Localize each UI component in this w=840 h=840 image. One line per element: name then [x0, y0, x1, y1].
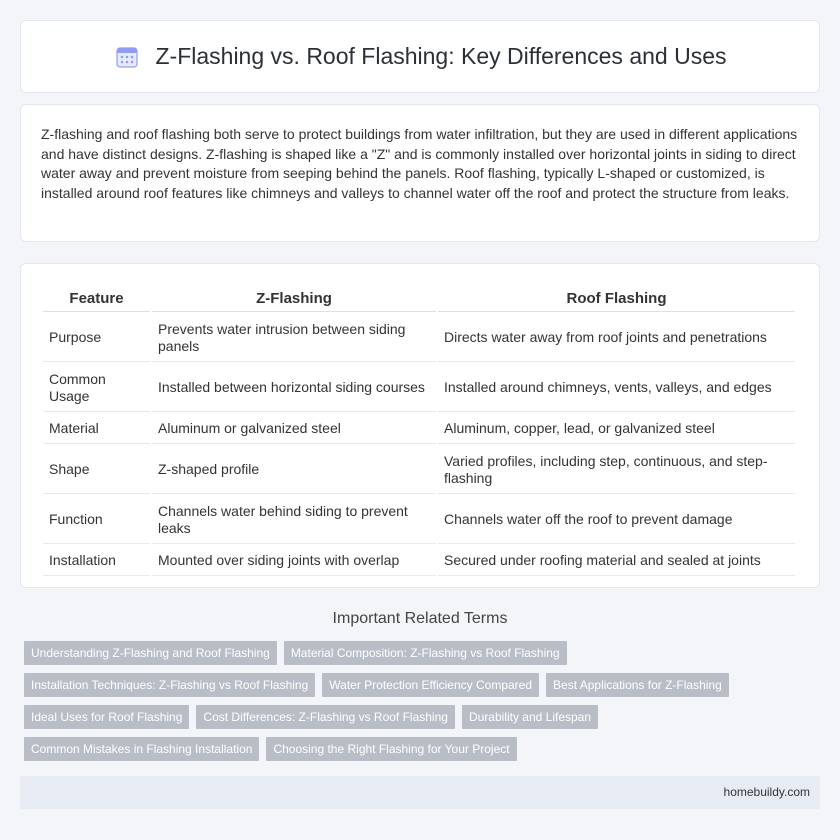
- table-row: [43, 414, 795, 444]
- row-z-flashing: Mounted over siding joints with overlap: [152, 546, 436, 576]
- row-z-flashing: Prevents water intrusion between siding panels: [152, 314, 436, 362]
- row-feature: Function: [43, 496, 150, 544]
- term-tag[interactable]: Material Composition: Z-Flashing vs Roof Flashing: [284, 641, 567, 665]
- row-roof-flashing: Channels water off the roof to prevent damage: [438, 496, 795, 544]
- term-tag[interactable]: Durability and Lifespan: [462, 705, 598, 729]
- term-tag[interactable]: Installation Techniques: Z-Flashing vs Roof Flashing: [24, 673, 315, 697]
- table-row: [43, 546, 795, 576]
- row-roof-flashing: Aluminum, copper, lead, or galvanized steel: [438, 414, 795, 444]
- row-feature: Shape: [43, 446, 150, 494]
- intro-card: [20, 104, 820, 242]
- term-row: [24, 705, 824, 729]
- row-z-flashing: Aluminum or galvanized steel: [152, 414, 436, 444]
- row-roof-flashing: Installed around chimneys, vents, valleys, and edges: [438, 364, 795, 412]
- row-feature: Purpose: [43, 314, 150, 362]
- term-tag[interactable]: Best Applications for Z-Flashing: [546, 673, 729, 697]
- header-feature: Feature: [43, 286, 150, 312]
- footer-site[interactable]: homebuildy.com: [723, 785, 810, 799]
- row-roof-flashing: Varied profiles, including step, continuous, and step-flashing: [438, 446, 795, 494]
- row-z-flashing: Channels water behind siding to prevent leaks: [152, 496, 436, 544]
- footer: [20, 776, 820, 809]
- term-tag[interactable]: Common Mistakes in Flashing Installation: [24, 737, 259, 761]
- term-row: [24, 641, 824, 665]
- row-feature: Installation: [43, 546, 150, 576]
- row-z-flashing: Installed between horizontal siding courses: [152, 364, 436, 412]
- term-tag[interactable]: Cost Differences: Z-Flashing vs Roof Flashing: [196, 705, 455, 729]
- comparison-card: [20, 263, 820, 588]
- table-row: [43, 364, 795, 412]
- header-roof-flashing: Roof Flashing: [438, 286, 795, 312]
- related-terms: [24, 641, 824, 769]
- term-row: [24, 737, 824, 761]
- term-tag[interactable]: Water Protection Efficiency Compared: [322, 673, 539, 697]
- intro-paragraph: Z-flashing and roof flashing both serve to protect buildings from water infiltration, but they are used in different applications and have distinct designs. Z-flashing is shaped like a "Z" and is commonly installed over horizontal joints in siding to direct water away and prevent moisture from seeping behind the panels. Roof flashing, typically L-shaped or customized, is installed around roof features like chimneys and valleys to channel water off the roof and protect the structure from leaks.: [41, 126, 798, 201]
- row-z-flashing: Z-shaped profile: [152, 446, 436, 494]
- row-feature: Material: [43, 414, 150, 444]
- page-title: Z-Flashing vs. Roof Flashing: Key Differences and Uses: [155, 43, 727, 69]
- header-z-flashing: Z-Flashing: [152, 286, 436, 312]
- comparison-table: [41, 284, 797, 578]
- table-header-row: [43, 286, 795, 312]
- term-tag[interactable]: Ideal Uses for Roof Flashing: [24, 705, 189, 729]
- table-row: [43, 496, 795, 544]
- row-feature: Common Usage: [43, 364, 150, 412]
- calendar-icon: [114, 44, 140, 70]
- header-card: [20, 20, 820, 93]
- table-row: [43, 446, 795, 494]
- term-tag[interactable]: Choosing the Right Flashing for Your Project: [266, 737, 516, 761]
- table-row: [43, 314, 795, 362]
- related-terms-title: Important Related Terms: [332, 610, 508, 627]
- term-row: [24, 673, 824, 697]
- row-roof-flashing: Directs water away from roof joints and penetrations: [438, 314, 795, 362]
- term-tag[interactable]: Understanding Z-Flashing and Roof Flashing: [24, 641, 277, 665]
- row-roof-flashing: Secured under roofing material and sealed at joints: [438, 546, 795, 576]
